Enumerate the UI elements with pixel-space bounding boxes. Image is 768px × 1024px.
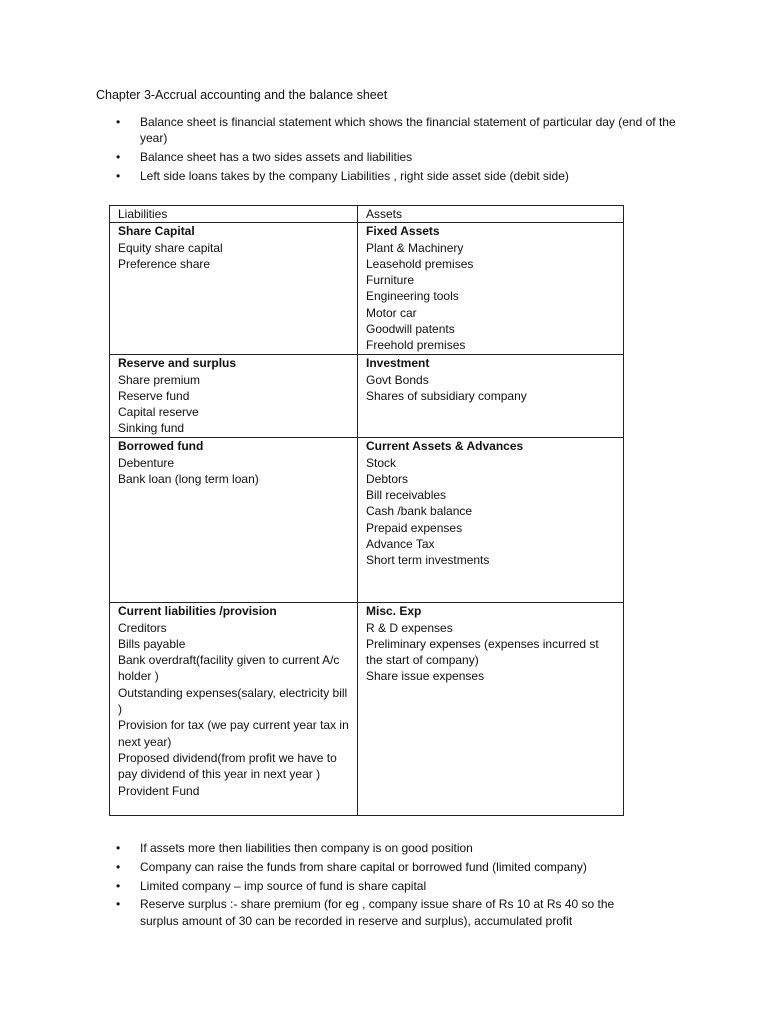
bullet-icon: • bbox=[116, 150, 121, 165]
section-heading: Reserve and surplus bbox=[118, 356, 237, 371]
bullet-icon: • bbox=[116, 841, 121, 855]
bullet-icon: • bbox=[116, 859, 121, 874]
line-item: R & D expenses bbox=[366, 620, 453, 635]
bullet-text: Reserve surplus :- share premium (for eg , company issue share of Rs 10 at Rs 40 so the surplus amount of 30 can be recorded in reserve and surplus), accumulated profit bbox=[140, 897, 615, 928]
section-heading: Borrowed fund bbox=[118, 439, 204, 454]
line-item: Bank loan (long term loan) bbox=[118, 471, 259, 486]
bullet-item bbox=[96, 896, 656, 929]
assets-cell bbox=[358, 438, 624, 603]
section-heading: Fixed Assets bbox=[366, 224, 440, 239]
line-item: Preference share bbox=[118, 256, 211, 271]
section-heading: Investment bbox=[366, 356, 430, 371]
line-item: Leasehold premises bbox=[366, 256, 474, 271]
line-item: Bank overdraft(facility given to current A/c holder ) bbox=[118, 653, 340, 684]
line-item: Freehold premises bbox=[366, 338, 466, 353]
line-item: Creditors bbox=[118, 620, 167, 635]
bullet-icon: • bbox=[116, 878, 121, 893]
line-item: Equity share capital bbox=[118, 240, 223, 255]
line-item: Bills payable bbox=[118, 636, 186, 651]
assets-cell bbox=[358, 355, 624, 438]
line-item: Goodwill patents bbox=[366, 322, 455, 337]
line-item: Govt Bonds bbox=[366, 372, 429, 387]
bullet-item bbox=[96, 878, 656, 894]
bullet-text: Company can raise the funds from share capital or borrowed fund (limited company) bbox=[140, 859, 587, 874]
line-item: Bill receivables bbox=[366, 488, 447, 503]
table-row bbox=[110, 223, 624, 355]
bullet-item bbox=[96, 114, 676, 147]
chapter-title: Chapter 3-Accrual accounting and the balance sheet bbox=[96, 88, 388, 102]
liabilities-cell bbox=[110, 603, 358, 816]
line-item: Advance Tax bbox=[366, 537, 435, 552]
line-item: Share premium bbox=[118, 372, 201, 387]
outro-bullet-list bbox=[96, 840, 656, 932]
liabilities-column-header: Liabilities bbox=[110, 206, 358, 223]
bullet-item bbox=[96, 149, 676, 165]
bullet-icon: • bbox=[116, 897, 121, 912]
liabilities-cell bbox=[110, 355, 358, 438]
section-heading: Misc. Exp bbox=[366, 604, 422, 619]
line-item: Motor car bbox=[366, 305, 417, 320]
line-item: Preliminary expenses (expenses incurred st the start of company) bbox=[366, 636, 599, 668]
table-row bbox=[110, 355, 624, 438]
liabilities-cell bbox=[110, 438, 358, 603]
bullet-text: Limited company – imp source of fund is share capital bbox=[140, 878, 427, 893]
line-item: Provision for tax (we pay current year tax in next year) bbox=[118, 718, 349, 749]
line-item: Debtors bbox=[366, 471, 409, 486]
line-item: Debenture bbox=[118, 455, 175, 470]
assets-cell bbox=[358, 603, 624, 816]
bullet-item bbox=[96, 840, 656, 856]
bullet-text: Balance sheet has a two sides assets and liabilities bbox=[140, 150, 413, 165]
bullet-icon: • bbox=[116, 115, 121, 129]
line-item: Sinking fund bbox=[118, 421, 185, 436]
section-heading: Current liabilities /provision bbox=[118, 604, 277, 619]
bullet-icon: • bbox=[116, 169, 121, 183]
line-item: Prepaid expenses bbox=[366, 520, 463, 535]
balance-sheet-table bbox=[109, 205, 624, 816]
bullet-item bbox=[96, 168, 676, 184]
bullet-item bbox=[96, 859, 656, 875]
table-row bbox=[110, 603, 624, 816]
line-item: Plant & Machinery bbox=[366, 240, 464, 255]
bullet-text: Left side loans takes by the company Liabilities , right side asset side (debit side) bbox=[140, 169, 569, 183]
line-item: Capital reserve bbox=[118, 405, 199, 420]
bullet-text: If assets more then liabilities then company is on good position bbox=[140, 841, 473, 855]
table-header-row bbox=[110, 206, 624, 223]
line-item: Short term investments bbox=[366, 553, 490, 568]
section-heading: Share Capital bbox=[118, 224, 195, 239]
line-item: Share issue expenses bbox=[366, 669, 485, 684]
line-item: Proposed dividend(from profit we have to pay dividend of this year in next year ) bbox=[118, 750, 337, 782]
assets-cell bbox=[358, 223, 624, 355]
line-item: Outstanding expenses(salary, electricity bill ) bbox=[118, 685, 348, 717]
line-item: Shares of subsidiary company bbox=[366, 388, 527, 403]
table-row bbox=[110, 438, 624, 603]
intro-bullet-list bbox=[96, 114, 676, 187]
line-item: Furniture bbox=[366, 273, 415, 288]
line-item: Reserve fund bbox=[118, 388, 190, 403]
line-item: Provident Fund bbox=[118, 783, 200, 798]
bullet-text: Balance sheet is financial statement which shows the financial statement of particular day (end of the year) bbox=[140, 115, 676, 146]
liabilities-cell bbox=[110, 223, 358, 355]
line-item: Engineering tools bbox=[366, 289, 459, 304]
line-item: Stock bbox=[366, 455, 397, 470]
assets-column-header: Assets bbox=[358, 206, 624, 223]
section-heading: Current Assets & Advances bbox=[366, 439, 524, 454]
line-item: Cash /bank balance bbox=[366, 504, 473, 519]
